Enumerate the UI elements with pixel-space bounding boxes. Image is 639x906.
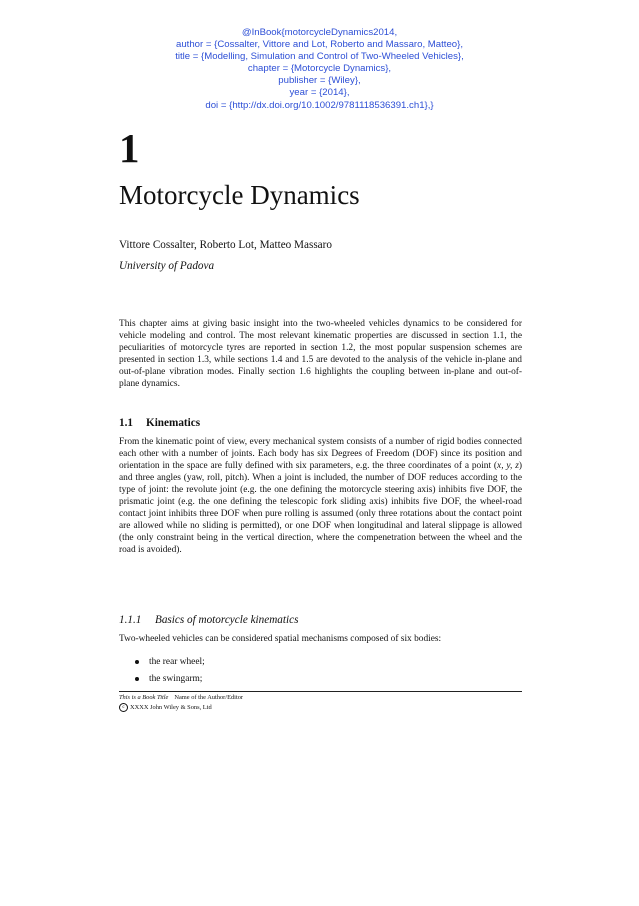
bullet-icon	[135, 660, 139, 664]
chapter-number: 1	[119, 125, 140, 171]
subsection-intro: Two-wheeled vehicles can be considered spatial mechanisms composed of six bodies:	[119, 634, 442, 644]
list-item-text: the rear wheel;	[149, 657, 205, 667]
subsection-number: 1.1.1	[119, 614, 142, 626]
footer-copyright: XXXX John Wiley & Sons, Ltd	[130, 703, 212, 711]
citation-line: author = {Cossalter, Vittore and Lot, Roberto and Massaro, Matteo},	[175, 39, 463, 51]
kinematics-text-part: From the kinematic point of view, every mechanical system consists of a number of rigid bodies connected each other with a number of joints. Each body has six Degrees of Freedom (DOF) since its position and orientation in the space are fully defined with six parameters, e.g. the three coordinates of a point (	[119, 437, 522, 471]
chapter-affiliation: University of Padova	[119, 260, 215, 272]
citation-line: publisher = {Wiley},	[278, 75, 361, 87]
subsection-heading	[119, 614, 298, 626]
list-item	[119, 673, 205, 690]
citation-block	[0, 27, 639, 112]
copyright-icon: c	[119, 703, 128, 712]
kinematics-text-part: ) and three angles (yaw, roll, pitch). When a joint is included, the number of DOF reduces according to the type of joint: the revolute joint (e.g. the one defining the motorcycle steering axis) inhibits five DOF, the prismatic joint (e.g. the one defining the telescopic fork sliding axis) inhibits five DOF, the wheel-road contact joint inhibits three DOF when pure rolling is assumed (only three rotations about the contact point are allowed while no sliding is permitted), or one DOF when longitudinal and lateral slippage is allowed (the only constraint being in the vertical direction, where the compenetration between the wheel and the road is avoided).	[119, 460, 522, 555]
citation-line: title = {Modelling, Simulation and Control of Two-Wheeled Vehicles},	[175, 51, 464, 63]
footer-rule	[119, 691, 522, 692]
kinematics-paragraph	[119, 437, 522, 557]
abstract-paragraph: This chapter aims at giving basic insight into the two-wheeled vehicles dynamics to be considered for vehicle modeling and control. The most relevant kinematic properties are discussed in section 1.1, the peculiarities of motorcycle tyres are reported in section 1.2, the most popular suspension schemes are presented in section 1.3, while sections 1.4 and 1.5 are devoted to the analysis of the vehicle in-plane and out-of-plane vibration modes. Finally section 1.6 highlights the coupling between in-plane and out-of-plane dynamics.	[119, 319, 522, 389]
bullet-icon	[135, 677, 139, 681]
inline-math: x, y, z	[497, 460, 519, 471]
footer-editor: Name of the Author/Editor	[174, 694, 244, 701]
citation-line: @InBook{motorcycleDynamics2014,	[241, 27, 398, 38]
chapter-authors: Vittore Cossalter, Roberto Lot, Matteo Massaro	[119, 239, 332, 251]
chapter-title: Motorcycle Dynamics	[119, 180, 360, 210]
footer-copyright-line	[119, 703, 212, 712]
section-number: 1.1	[119, 417, 133, 429]
citation-line: chapter = {Motorcycle Dynamics},	[247, 63, 392, 75]
citation-line: year = {2014},	[289, 87, 350, 99]
footer-book-line	[119, 694, 243, 702]
section-heading	[119, 417, 200, 429]
list-item-text: the swingarm;	[149, 674, 203, 684]
subsection-title: Basics of motorcycle kinematics	[155, 614, 299, 626]
list-item	[119, 656, 205, 673]
section-title: Kinematics	[146, 417, 201, 429]
citation-line: doi = {http://dx.doi.org/10.1002/9781118536391.ch1},}	[205, 99, 434, 111]
footer-book-title: This is a Book Title	[119, 694, 169, 701]
body-list	[119, 656, 205, 690]
